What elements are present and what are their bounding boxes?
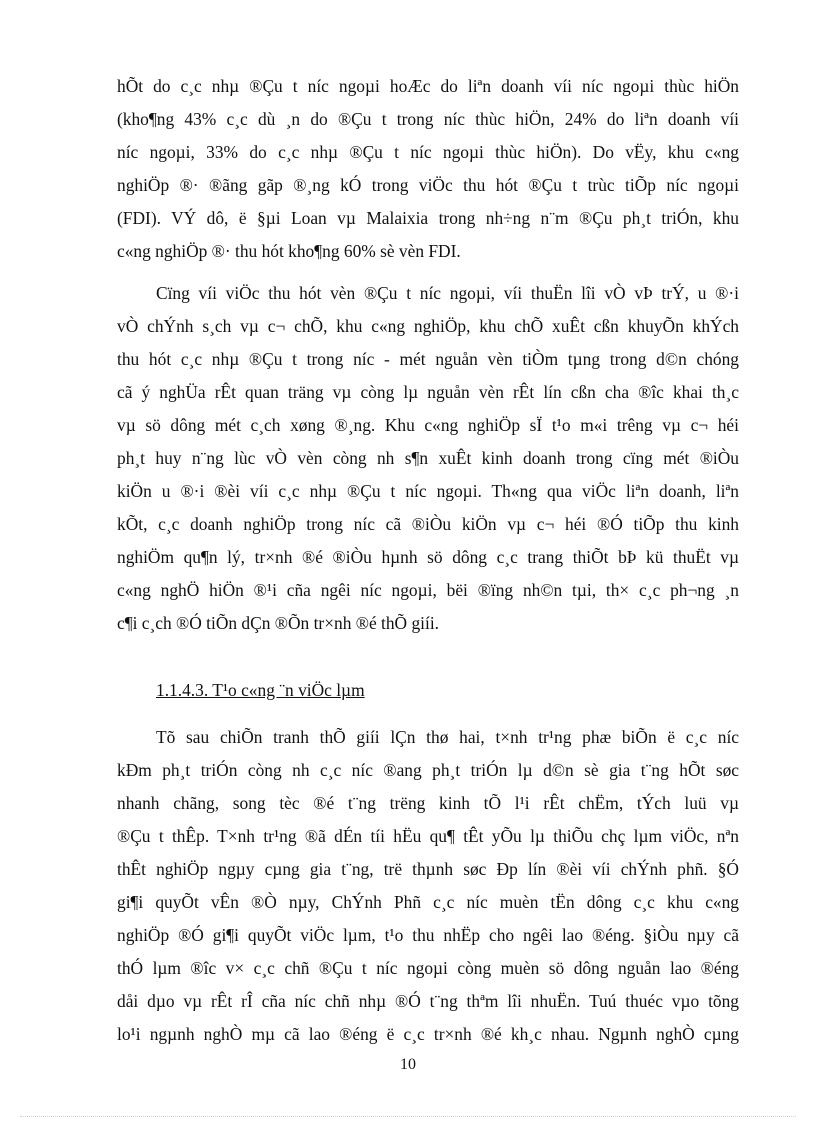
paragraph-2-line: nghiÖm qu¶n lý, tr×nh ®é ®iÒu hµnh sö dông c¸c trang thiÕt bÞ kü thuËt vµ bbox=[117, 547, 739, 567]
paragraph-2-line: vÒ chÝnh s¸ch vµ c¬ chÕ, khu c«ng nghiÖp, khu chÕ xuÊt cßn khuyÕn khÝch bbox=[117, 316, 739, 336]
paragraph-3-line: nghiÖp ®Ó gi¶i quyÕt viÖc lµm, t¹o thu nhËp cho ngêi lao ®éng. §iÒu nµy cã bbox=[117, 925, 739, 945]
paragraph-3-line: thÓ lµm ®îc v× c¸c chñ ®Çu t níc ngoµi còng muèn sö dông nguån lao ®éng bbox=[117, 958, 739, 978]
paragraph-1-line: (FDI). VÝ dô, ë §µi Loan vµ Malaixia trong nh÷ng n¨m ®Çu ph¸t triÓn, khu bbox=[117, 208, 739, 228]
paragraph-3-line: nhanh chãng, song tèc ®é t¨ng trëng kinh tÕ l¹i rÊt chËm, tÝch luü vµ bbox=[117, 793, 739, 813]
paragraph-1-line: níc ngoµi, 33% do c¸c nhµ ®Çu t níc ngoµi thùc hiÖn). Do vËy, khu c«ng bbox=[117, 142, 739, 162]
paragraph-2-line: cã ý nghÜa rÊt quan träng vµ còng lµ nguån vèn rÊt lín cßn cha ®îc khai th¸c bbox=[117, 382, 739, 402]
page-bottom-rule bbox=[20, 1116, 796, 1117]
paragraph-2-line: ph¸t huy n¨ng lùc vÒ vèn còng nh s¶n xuÊt kinh doanh trong cïng mét ®iÒu bbox=[117, 448, 739, 468]
paragraph-2-line: c«ng nghÖ hiÖn ®¹i cña ngêi níc ngoµi, bëi ®ïng nh©n tµi, th× c¸c ph¬ng ¸n bbox=[117, 580, 739, 600]
paragraph-3-line: gi¶i quyÕt vÊn ®Ò nµy, ChÝnh Phñ c¸c níc muèn tËn dông c¸c khu c«ng bbox=[117, 892, 739, 912]
paragraph-1-line: hÕt do c¸c nhµ ®Çu t níc ngoµi hoÆc do liªn doanh víi níc ngoµi thùc hiÖn bbox=[117, 76, 739, 96]
paragraph-2-line: vµ sö dông mét c¸ch xøng ®¸ng. Khu c«ng nghiÖp sÏ t¹o m«i trêng vµ c¬ héi bbox=[117, 415, 739, 435]
paragraph-1-line: (kho¶ng 43% c¸c dù ¸n do ®Çu t trong níc thùc hiÖn, 24% do liªn doanh víi bbox=[117, 109, 739, 129]
paragraph-3-line: lo¹i ngµnh nghÒ mµ cã lao ®éng ë c¸c tr×nh ®é kh¸c nhau. Ngµnh nghÒ cµng bbox=[117, 1024, 739, 1044]
paragraph-2-line: c¶i c¸ch ®Ó tiÕn dÇn ®Õn tr×nh ®é thÕ giíi. bbox=[117, 613, 440, 633]
paragraph-2-line: kiÖn u ®·i ®èi víi c¸c nhµ ®Çu t níc ngoµi. Th«ng qua viÖc liªn doanh, liªn bbox=[117, 481, 739, 501]
paragraph-3-line: Tõ sau chiÕn tranh thÕ giíi lÇn thø hai, t×nh tr¹ng phæ biÕn ë c¸c níc bbox=[156, 727, 739, 747]
paragraph-1-line: c«ng nghiÖp ®· thu hót kho¶ng 60% sè vèn FDI. bbox=[117, 241, 461, 261]
section-heading: 1.1.4.3. T¹o c«ng ¨n viÖc lµm bbox=[156, 680, 365, 700]
paragraph-1-line: nghiÖp ®· ®ãng gãp ®¸ng kÓ trong viÖc thu hót ®Çu t trùc tiÕp níc ngoµi bbox=[117, 175, 739, 195]
paragraph-3-line: dåi dµo vµ rÊt rÎ cña níc chñ nhµ ®Ó t¨ng thªm lîi nhuËn. Tuú thuéc vµo tõng bbox=[117, 991, 739, 1011]
page-number: 10 bbox=[400, 1056, 416, 1073]
paragraph-3-line: kÐm ph¸t triÓn còng nh c¸c níc ®ang ph¸t triÓn lµ d©n sè gia t¨ng hÕt søc bbox=[117, 760, 739, 780]
paragraph-2-line: Cïng víi viÖc thu hót vèn ®Çu t níc ngoµi, víi thuËn lîi vÒ vÞ trÝ, u ®·i bbox=[156, 283, 739, 303]
paragraph-2-line: thu hót c¸c nhµ ®Çu t trong níc - mét nguån vèn tiÒm tµng trong d©n chóng bbox=[117, 349, 739, 369]
paragraph-2-line: kÕt, c¸c doanh nghiÖp trong níc cã ®iÒu kiÖn vµ c¬ héi ®Ó tiÕp thu kinh bbox=[117, 514, 739, 534]
paragraph-3-line: thÊt nghiÖp ngµy cµng gia t¨ng, trë thµnh søc Ðp lín ®èi víi chÝnh phñ. §Ó bbox=[117, 859, 739, 879]
paragraph-3-line: ®Çu t thÊp. T×nh tr¹ng ®ã dÉn tíi hËu qu¶ tÊt yÕu lµ thiÕu chç lµm viÖc, nªn bbox=[117, 826, 739, 846]
